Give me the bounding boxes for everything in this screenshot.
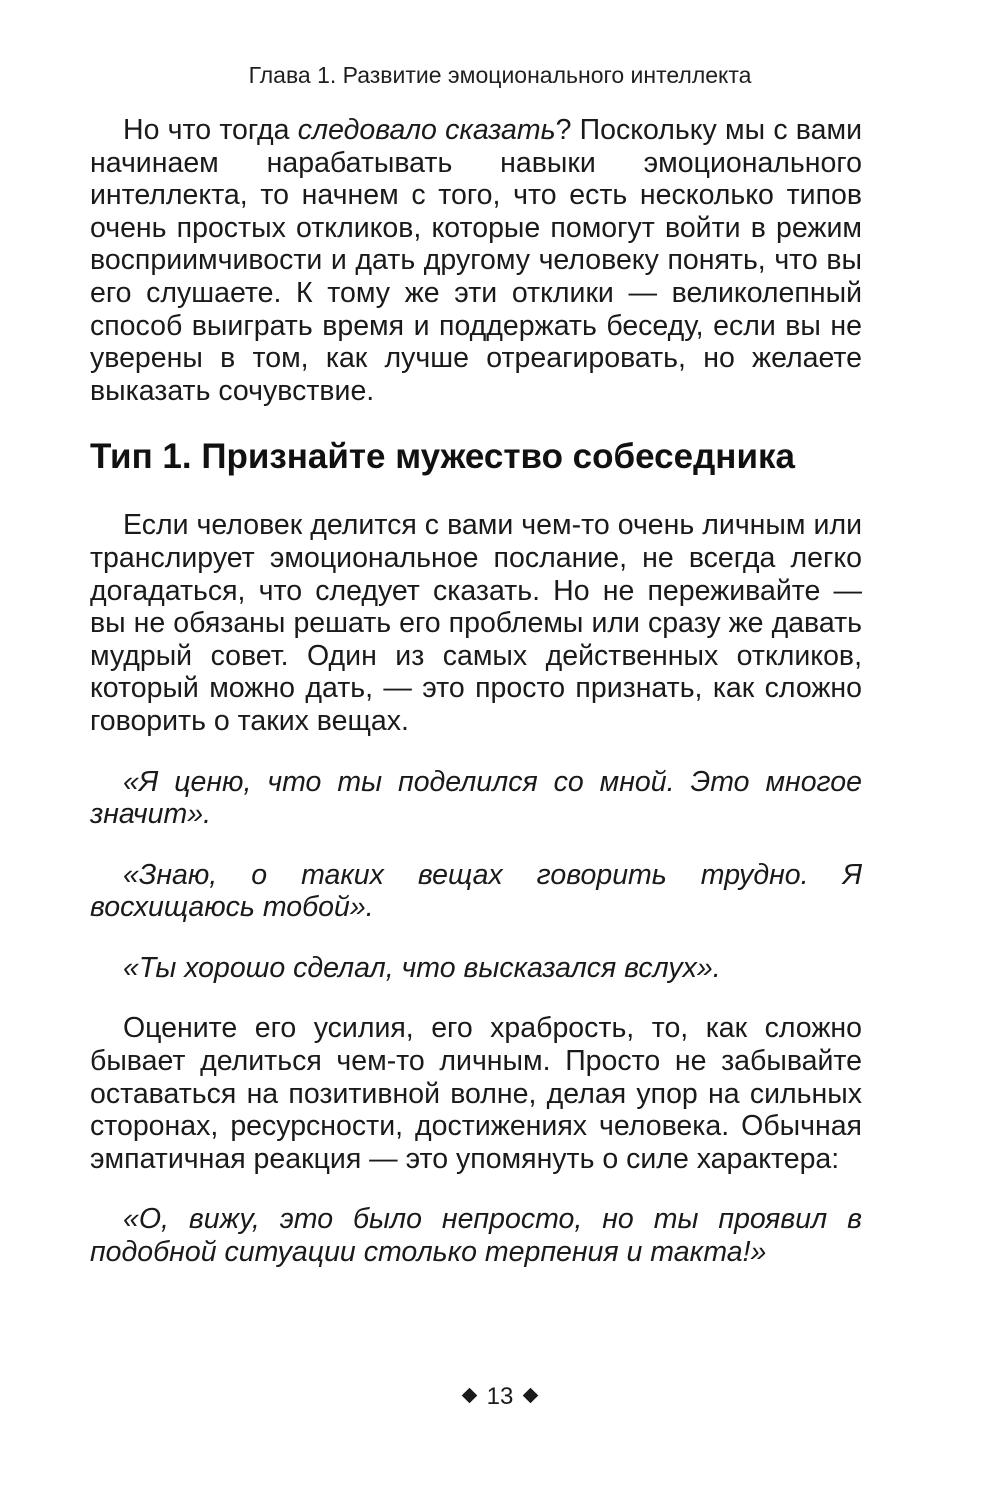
paragraph-intro-rest: ? Поскольку мы с вами начинаем нарабатывать навыки эмоционального интеллекта, то начнем с того, что есть несколько типов очень простых откликов, которые помогут войти в режим восприимчивости и дать другому человеку понять, что вы его слушаете. К тому же эти отклики — великолепный способ выиграть время и поддержать беседу, если вы не уверены в том, как лучше отреагировать, но желаете выказать сочувствие. [90,114,862,407]
quote-admiration: «Знаю, о таких вещах говорить трудно. Я восхищаюсь тобой». [90,858,862,924]
quote-appreciation: «Я ценю, что ты поделился со мной. Это многое значит». [90,765,862,831]
paragraph-explanation: Если человек делится с вами чем-то очень личным или транслирует эмоциональное послание, не всегда легко догадаться, что следует сказать. Но не переживайте — вы не обязаны решать его проблемы или сразу же давать мудрый совет. Один из самых действенных откликов, который можно дать, — это просто признать, как сложно говорить о таких вещах. [90,509,862,737]
page-number: 13 [486,1383,514,1410]
section-heading: Тип 1. Признайте мужество собеседника [90,437,795,477]
paragraph-advice: Оцените его усилия, его храбрость, то, как сложно бывает делиться чем-то личным. Просто не забывайте оставаться на позитивной волне, делая упор на сильных сторонах, ресурсности, достижениях человека. Обычная эмпатичная реакция — это упомянуть о силе характера: [90,1012,862,1175]
quote-character: «О, вижу, это было непросто, но ты проявил в подобной ситуации столько терпения и такта!» [90,1203,862,1269]
page-footer [0,1382,1000,1412]
paragraph-intro-emphasis: следовало сказать [297,114,556,146]
diamond-icon [523,1388,539,1404]
diamond-icon [461,1388,477,1404]
quote-speaking-up: «Ты хорошо сделал, что высказался вслух». [123,951,721,984]
page-content [90,114,862,1269]
paragraph-intro [90,114,862,407]
paragraph-intro-start: Но что тогда [123,114,298,146]
running-header: Глава 1. Развитие эмоционального интеллекта [248,62,752,88]
